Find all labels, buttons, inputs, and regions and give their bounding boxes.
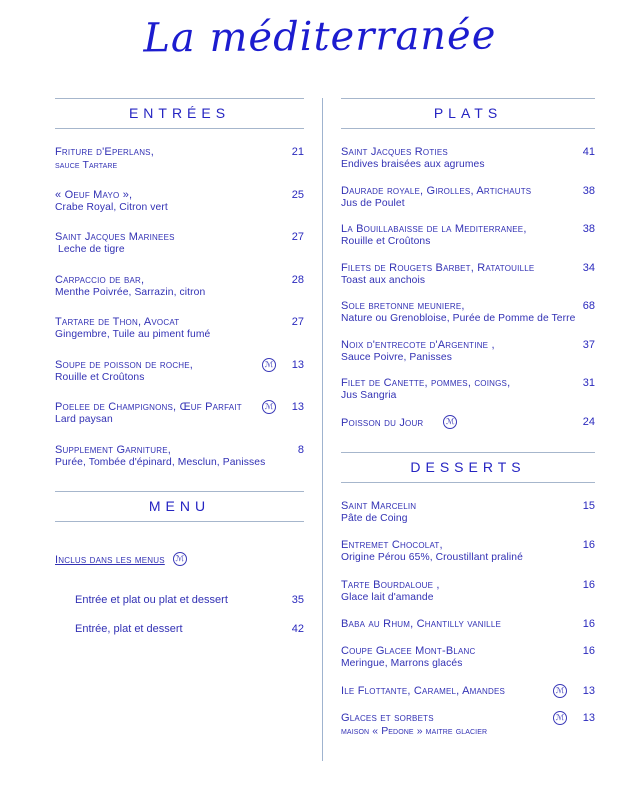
item-price: 38 (582, 184, 595, 197)
menu-item (341, 500, 595, 526)
item-desc: Rouille et Croûtons (55, 371, 145, 383)
menu-option (55, 594, 304, 607)
item-name: La Bouillabaisse de la Mediterranee, (341, 223, 527, 235)
menu-item (55, 146, 304, 172)
menu-option (55, 623, 304, 636)
item-price: 28 (291, 273, 304, 286)
menu-item (55, 359, 304, 385)
item-desc: Lard paysan (55, 414, 113, 425)
item-desc: Jus Sangria (341, 390, 397, 401)
item-name: Filets de Rougets Barbet, Ratatouille (341, 261, 535, 274)
item-price: 16 (582, 539, 595, 551)
menu-item (341, 377, 595, 403)
item-name: Saint Jacques Marinees (55, 231, 175, 243)
item-price: 34 (582, 261, 595, 274)
item-name: Daurade royale, Girolles, Artichauts (341, 184, 532, 197)
item-desc: Endives braisées aux agrumes (341, 159, 485, 170)
inclus-menu-icon: ℳ (553, 711, 567, 725)
item-name: Glaces et sorbets (341, 711, 434, 724)
item-price: 31 (582, 377, 595, 389)
item-desc: Origine Pérou 65%, Croustillant praliné (341, 552, 523, 563)
item-desc: Crabe Royal, Citron vert (55, 201, 168, 213)
section-header-menu: MENU (55, 491, 304, 522)
item-name-text: Poisson du Jour (341, 416, 424, 429)
item-price: 25 (291, 188, 304, 201)
desserts-block (341, 452, 595, 738)
item-price: 13 (582, 711, 595, 724)
item-name: Saint Marcelin (341, 499, 417, 512)
item-desc: maison « Pedone » maitre glacier (341, 724, 488, 737)
item-desc: Jus de Poulet (341, 197, 405, 209)
inclus-menu-icon: ℳ (262, 358, 276, 372)
item-price: 27 (291, 231, 304, 243)
menu-item (341, 539, 595, 565)
item-desc: Toast aux anchois (341, 274, 426, 286)
menus-inclusion-note (55, 553, 304, 567)
menu-item (341, 146, 595, 172)
item-desc: Purée, Tombée d'épinard, Mesclun, Panisses (55, 456, 266, 468)
item-desc: Sauce Poivre, Panisses (341, 351, 452, 363)
item-price: 68 (582, 300, 595, 312)
inclus-menu-icon: ℳ (173, 552, 187, 566)
item-price: 13 (582, 684, 595, 697)
item-name: Baba au Rhum, Chantilly vanille (341, 618, 501, 630)
inclus-menu-icon: ℳ (262, 400, 276, 414)
inclus-menu-icon: ℳ (553, 684, 567, 698)
item-name: Sole bretonne meuniere, (341, 300, 465, 312)
menu-item (341, 416, 595, 430)
item-name: Saint Jacques Roties (341, 146, 448, 158)
item-name: Friture d'Eperlans, (55, 146, 154, 158)
item-price: 15 (582, 499, 595, 512)
item-desc: sauce Tartare (55, 159, 118, 171)
item-name: Poelee de Champignons, Œuf Parfait (55, 401, 242, 413)
item-desc: Gingembre, Tuile au piment fumé (55, 329, 211, 340)
item-name: Tarte Bourdaloue , (341, 578, 440, 591)
item-price: 8 (297, 443, 304, 456)
menu-item (55, 189, 304, 215)
menu-item (341, 185, 595, 211)
option-price: 35 (291, 594, 304, 606)
item-price: 13 (291, 358, 304, 371)
section-header-plats: PLATS (341, 98, 595, 129)
menu-item (341, 339, 595, 365)
item-desc: Glace lait d'amande (341, 591, 434, 603)
item-price: 21 (291, 146, 304, 158)
restaurant-title: La méditerranée (143, 12, 497, 62)
item-price: 27 (291, 316, 304, 328)
menu-item (341, 223, 595, 249)
item-name: Ile Flottante, Caramel, Amandes (341, 684, 506, 697)
left-column (55, 98, 322, 761)
item-desc: Pâte de Coing (341, 512, 408, 524)
item-name: « Oeuf Mayo », (55, 188, 133, 201)
menu-options (55, 594, 304, 636)
menu-item (341, 579, 595, 605)
item-name: Carpaccio de bar, (55, 273, 145, 286)
menu-item (55, 231, 304, 257)
option-label: Entrée et plat ou plat et dessert (75, 594, 228, 606)
item-desc: Nature ou Grenobloise, Purée de Pomme de Terre (341, 313, 576, 324)
item-name (341, 416, 595, 430)
menu-item (341, 645, 595, 671)
item-name: Supplement Garniture, (55, 443, 171, 456)
item-price: 16 (582, 618, 595, 630)
menu-formulas-block (55, 491, 304, 636)
menu-item (55, 401, 304, 427)
item-price: 24 (582, 415, 595, 428)
item-desc: Rouille et Croûtons (341, 236, 431, 247)
item-name: Soupe de poisson de roche, (55, 358, 194, 371)
option-price: 42 (291, 623, 304, 635)
menu-item (55, 274, 304, 300)
item-price: 16 (582, 645, 595, 657)
spacer (341, 443, 595, 452)
option-label: Entrée, plat et dessert (75, 623, 183, 635)
menu-item (341, 262, 595, 288)
item-name: Filet de Canette, pommes, coings, (341, 377, 511, 389)
item-name: Coupe Glacee Mont-Blanc (341, 645, 476, 657)
item-price: 38 (582, 223, 595, 235)
item-price: 16 (582, 578, 595, 591)
menu-item (341, 618, 595, 631)
menu-item (341, 685, 595, 698)
item-price: 37 (582, 338, 595, 351)
right-column (322, 98, 595, 761)
menu-item (55, 316, 304, 342)
menu-item (55, 444, 304, 470)
menu-item (341, 300, 595, 326)
item-name: Entremet Chocolat, (341, 539, 443, 551)
item-desc: Leche de tigre (58, 244, 125, 255)
item-desc: Menthe Poivrée, Sarrazin, citron (55, 286, 206, 298)
section-header-desserts: DESSERTS (341, 452, 595, 483)
menu-item (341, 712, 595, 738)
section-header-entrees: ENTRÉES (55, 98, 304, 129)
item-desc: Meringue, Marrons glacés (341, 658, 463, 669)
item-name: Noix d'entrecote d'Argentine , (341, 338, 495, 351)
inclus-menu-icon: ℳ (443, 415, 457, 429)
item-price: 13 (291, 401, 304, 413)
note-text: Inclus dans les menus (55, 553, 165, 566)
item-price: 41 (582, 146, 595, 158)
item-name: Tartare de Thon, Avocat (55, 316, 180, 328)
menu-columns (55, 98, 595, 761)
